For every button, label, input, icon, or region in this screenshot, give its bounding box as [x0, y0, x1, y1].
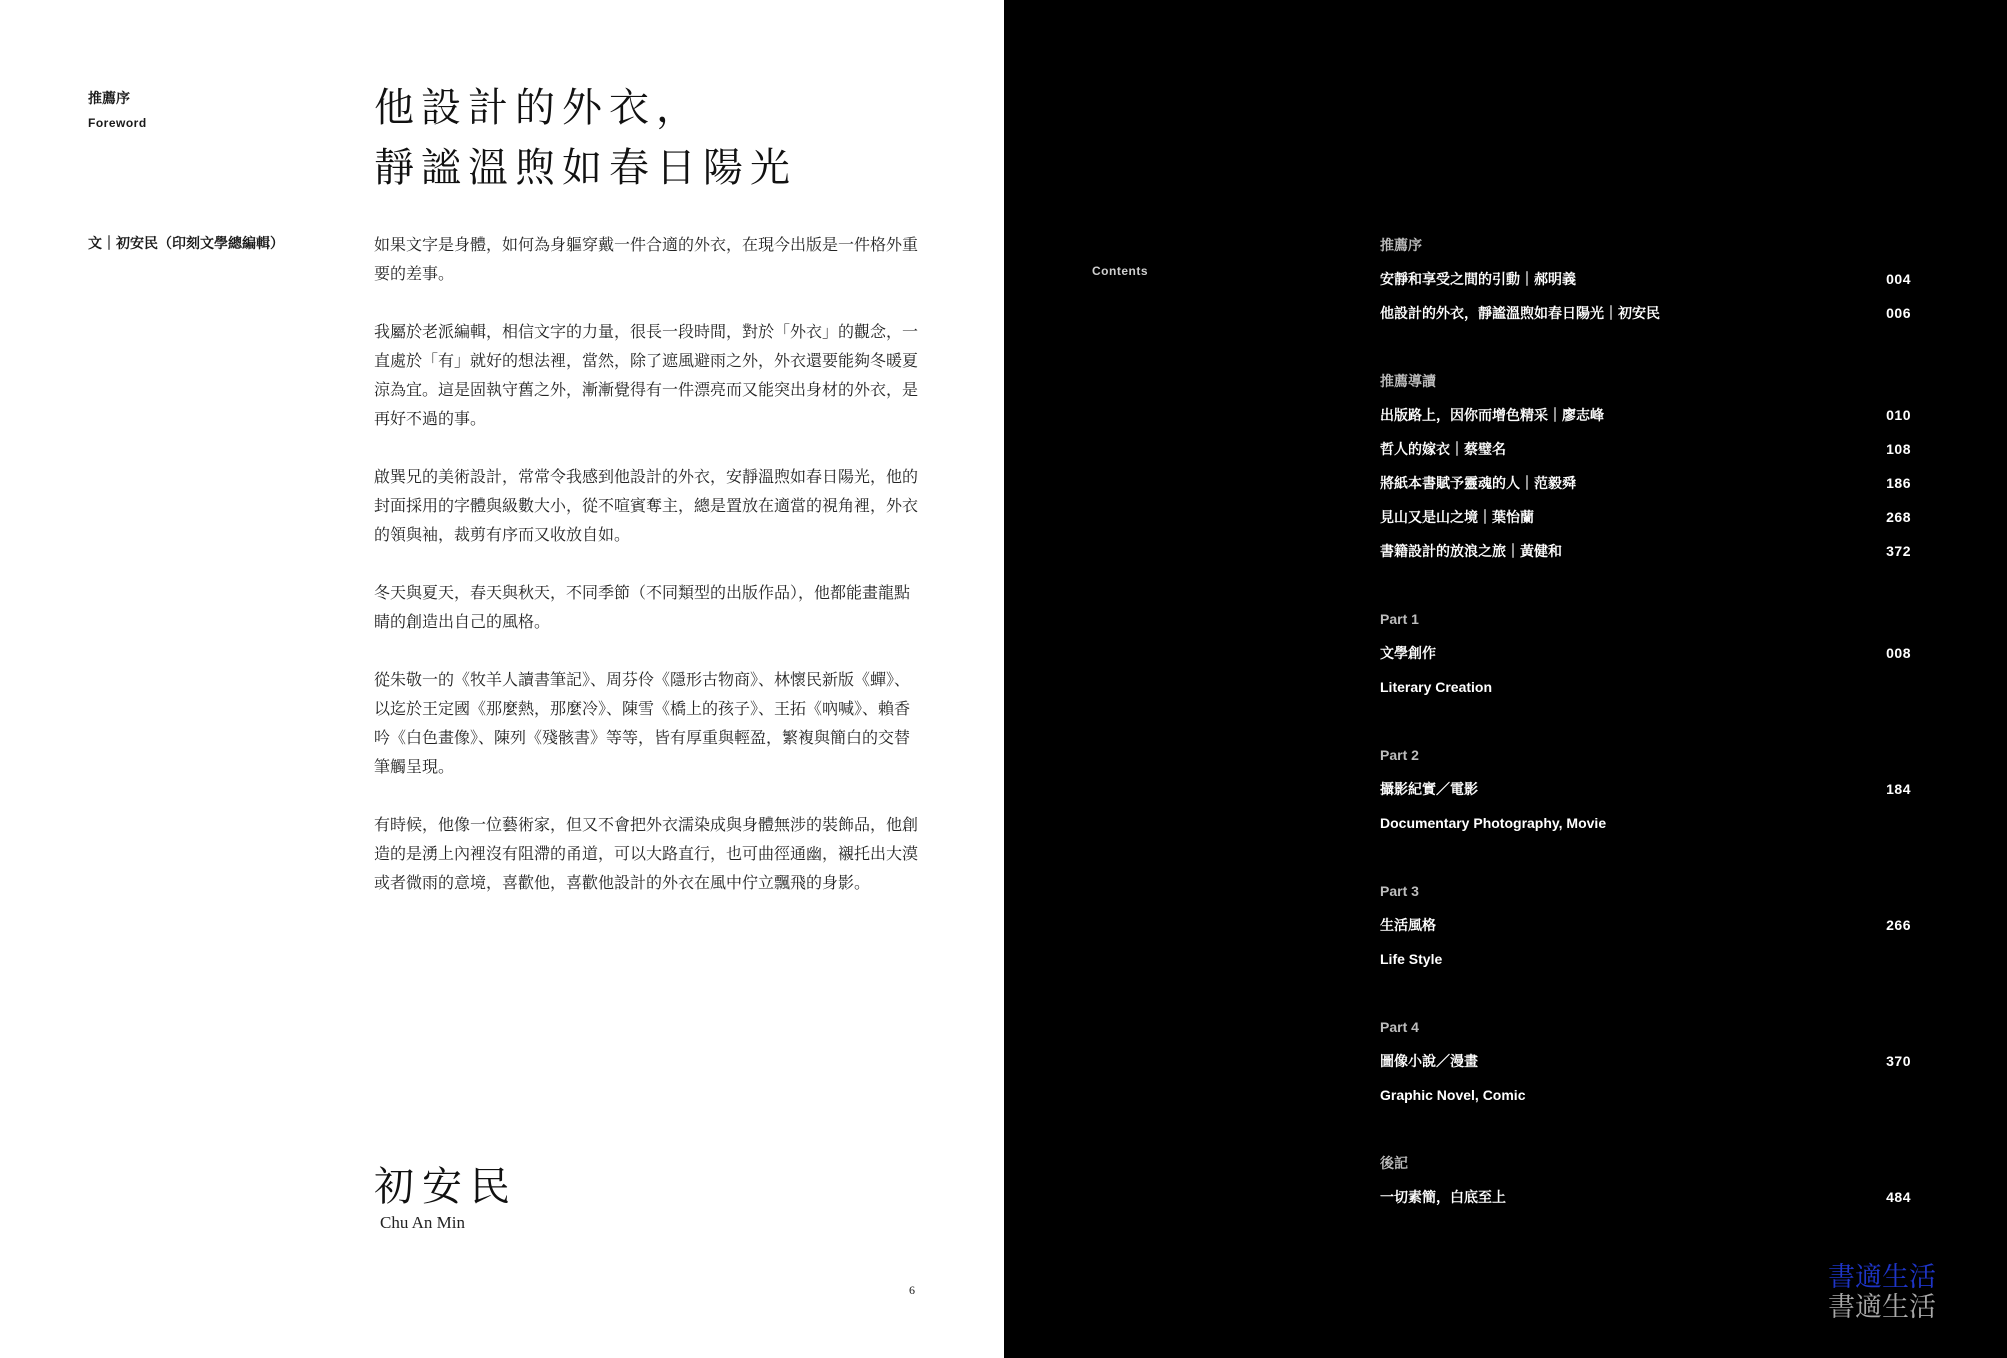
- paragraph: 冬天與夏天，春天與秋天，不同季節（不同類型的出版作品），他都能畫龍點睛的創造出自己的風格。: [374, 583, 911, 631]
- toc-entry-page: 370: [1886, 1053, 1911, 1069]
- toc-group-guides: [1380, 364, 1911, 568]
- section-label-en: Foreword: [88, 116, 147, 130]
- toc-entry-title: 將紙本書賦予靈魂的人｜范毅舜: [1380, 475, 1576, 491]
- toc-entry-page: 108: [1886, 441, 1911, 457]
- toc-group-part-3: [1380, 874, 1911, 976]
- toc-entry[interactable]: [1380, 772, 1911, 806]
- toc-entry-subtitle: [1380, 806, 1911, 840]
- toc-entry[interactable]: [1380, 398, 1911, 432]
- section-label-zh: 推薦序: [88, 91, 130, 107]
- toc-entry[interactable]: [1380, 908, 1911, 942]
- toc-group-foreword: [1380, 228, 1911, 330]
- toc-group-heading: Part 1: [1380, 611, 1419, 627]
- toc-entry-page: 186: [1886, 475, 1911, 491]
- paragraph: 啟巽兄的美術設計，常常令我感到他設計的外衣，安靜溫煦如春日陽光，他的封面採用的字體與級數大小，從不喧賓奪主，總是置放在適當的視角裡，外衣的領與袖，裁剪有序而又收放自如。: [374, 467, 919, 544]
- toc-entry-subtitle: [1380, 670, 1911, 704]
- toc-entry-title: 生活風格: [1380, 917, 1436, 933]
- toc-entry-title: Graphic Novel, Comic: [1380, 1087, 1526, 1103]
- toc-group-heading: Part 4: [1380, 1019, 1419, 1035]
- toc-entry-title: Documentary Photography, Movie: [1380, 815, 1607, 831]
- toc-group-heading: Part 2: [1380, 747, 1419, 763]
- paragraph: 如果文字是身體，如何為身軀穿戴一件合適的外衣，在現今出版是一件格外重要的差事。: [374, 235, 919, 283]
- toc-entry-title: 書籍設計的放浪之旅｜黃健和: [1380, 543, 1562, 559]
- toc-entry-title: 安靜和享受之間的引動｜郝明義: [1380, 271, 1576, 287]
- title-line-1: 他設計的外衣，: [374, 85, 703, 131]
- toc-entry-title: 攝影紀實／電影: [1380, 781, 1478, 797]
- toc-entry[interactable]: [1380, 466, 1911, 500]
- toc-entry-page: 010: [1886, 407, 1911, 423]
- toc-group-afterword: [1380, 1146, 1911, 1214]
- toc-group-heading: 推薦序: [1380, 237, 1422, 253]
- toc-entry-title: 哲人的嫁衣｜蔡璧名: [1380, 441, 1506, 457]
- toc-entry-page: 006: [1886, 305, 1911, 321]
- toc-entry[interactable]: [1380, 262, 1911, 296]
- toc-entry[interactable]: [1380, 296, 1911, 330]
- byline: 文｜初安民（印刻文學總編輯）: [88, 236, 284, 252]
- toc-entry-subtitle: [1380, 942, 1911, 976]
- toc-group-heading: Part 3: [1380, 883, 1419, 899]
- toc-label-zh: 目錄: [1092, 235, 1123, 253]
- author-signature-zh: 初安民: [374, 1164, 518, 1210]
- toc-entry-page: 008: [1886, 645, 1911, 661]
- toc-entry-title: Literary Creation: [1380, 679, 1493, 695]
- toc-entry-page: 184: [1886, 781, 1911, 797]
- paragraph: 從朱敬一的《牧羊人讀書筆記》、周芬伶《隱形古物商》、林懷民新版《蟬》、以迄於王定國《那麼熱，那麼冷》、陳雪《橋上的孩子》、王拓《吶喊》、賴香吟《白色畫像》、陳列《殘骸書》等等，皆有厚重與輕盈，繁複與簡白的交替筆觸呈現。: [374, 670, 911, 776]
- toc-entry-page: 268: [1886, 509, 1911, 525]
- table-of-contents: [1380, 228, 1911, 1248]
- toc-group-part-4: [1380, 1010, 1911, 1112]
- toc-group-heading: 推薦導讀: [1380, 373, 1436, 389]
- toc-entry-title: 他設計的外衣，靜謐溫煦如春日陽光｜初安民: [1380, 305, 1660, 321]
- watermark-line-2: 書適生活: [1828, 1292, 1936, 1323]
- toc-entry-page: 266: [1886, 917, 1911, 933]
- toc-entry-title: Life Style: [1380, 951, 1443, 967]
- page-title: [374, 78, 797, 198]
- title-line-2: 靜謐溫煦如春日陽光: [374, 145, 797, 191]
- toc-entry-page: 372: [1886, 543, 1911, 559]
- paragraph: 有時候，他像一位藝術家，但又不會把外衣濡染成與身體無涉的裝飾品，他創造的是湧上內裡沒有阻滯的甬道，可以大路直行，也可曲徑通幽，襯托出大漠或者微雨的意境，喜歡他，喜歡他設計的外衣在風中佇立飄飛的身影。: [374, 815, 919, 892]
- toc-entry[interactable]: [1380, 636, 1911, 670]
- toc-entry[interactable]: [1380, 432, 1911, 466]
- toc-entry-subtitle: [1380, 1078, 1911, 1112]
- article-body: [374, 230, 919, 926]
- toc-entry-title: 見山又是山之境｜葉怡蘭: [1380, 509, 1534, 525]
- toc-entry-title: 一切素簡，白底至上: [1380, 1189, 1506, 1205]
- toc-entry-page: 004: [1886, 271, 1911, 287]
- watermark-logo: [1828, 1263, 1936, 1323]
- toc-entry[interactable]: [1380, 500, 1911, 534]
- toc-label-en: Contents: [1092, 264, 1148, 278]
- toc-group-part-1: [1380, 602, 1911, 704]
- author-signature-en: Chu An Min: [380, 1213, 466, 1232]
- toc-entry-page: 484: [1886, 1189, 1911, 1205]
- toc-entry[interactable]: [1380, 1044, 1911, 1078]
- toc-entry-title: 出版路上，因你而增色精采｜廖志峰: [1380, 407, 1604, 423]
- toc-entry-title: 圖像小說／漫畫: [1380, 1053, 1478, 1069]
- toc-entry[interactable]: [1380, 1180, 1911, 1214]
- toc-entry[interactable]: [1380, 534, 1911, 568]
- watermark-line-1: 書適生活: [1828, 1262, 1936, 1293]
- toc-group-part-2: [1380, 738, 1911, 840]
- paragraph: 我屬於老派編輯，相信文字的力量，很長一段時間，對於「外衣」的觀念，一直處於「有」就好的想法裡，當然，除了遮風避雨之外，外衣還要能夠冬暖夏涼為宜。這是固執守舊之外，漸漸覺得有一件漂亮而又能突出身材的外衣，是再好不過的事。: [374, 322, 919, 428]
- toc-entry-title: 文學創作: [1380, 645, 1436, 661]
- page-number: 6: [909, 1283, 915, 1297]
- toc-group-heading: 後記: [1380, 1155, 1408, 1171]
